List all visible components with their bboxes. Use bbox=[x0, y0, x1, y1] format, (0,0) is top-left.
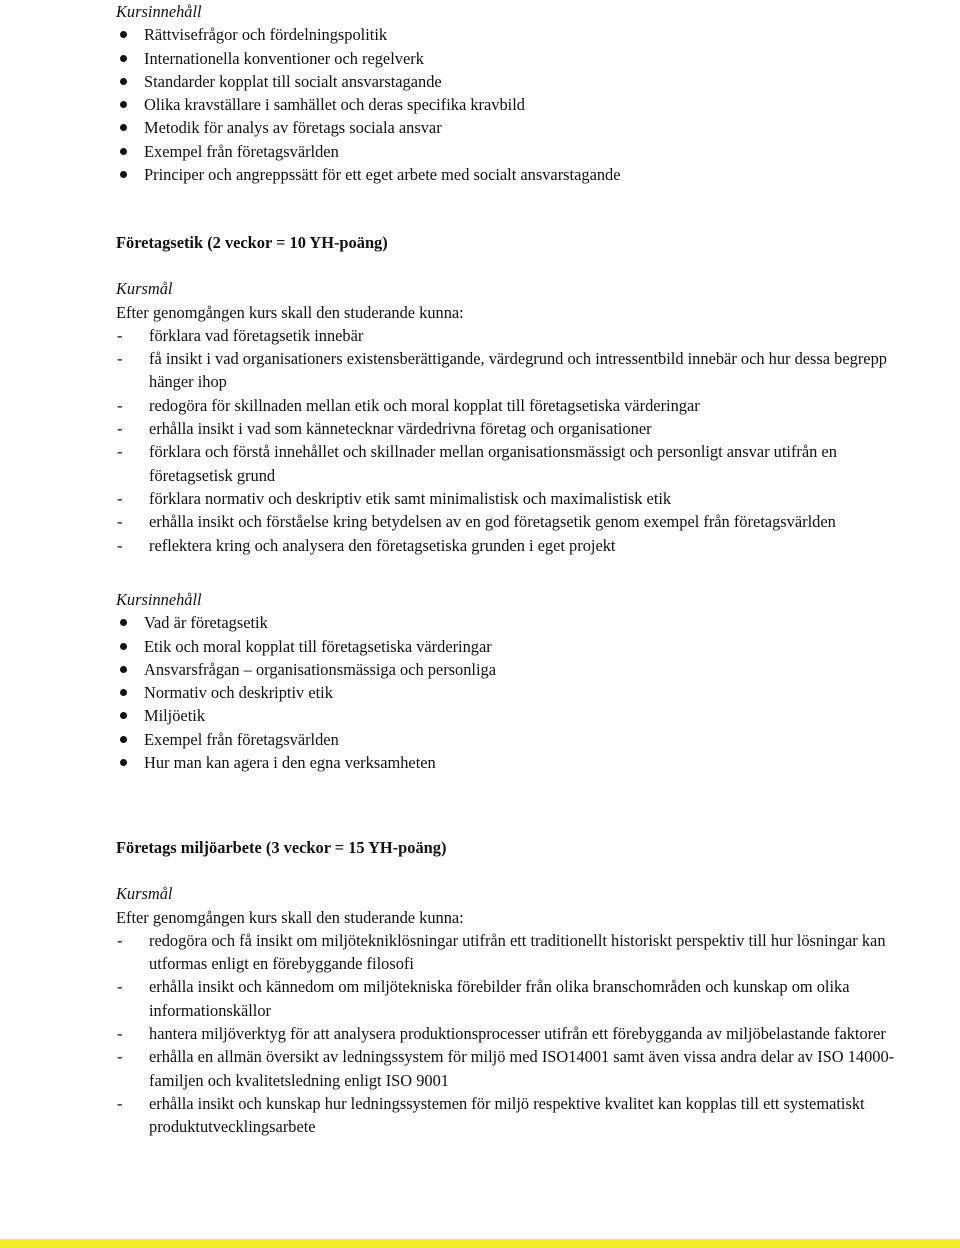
bullet-list bbox=[116, 23, 896, 186]
course-section-miljoarbete bbox=[116, 836, 896, 1139]
list-item: - erhålla insikt i vad som kännetecknar värdedrivna företag och organisationer bbox=[116, 417, 896, 440]
list-item: Olika kravställare i samhället och deras specifika kravbild bbox=[116, 93, 896, 116]
list-item: Metodik för analys av företags sociala ansvar bbox=[116, 116, 896, 139]
list-item: - redogöra för skillnaden mellan etik och moral kopplat till företagsetiska värderingar bbox=[116, 394, 896, 417]
list-item: Vad är företagsetik bbox=[116, 611, 896, 634]
goals-list bbox=[116, 324, 896, 557]
subheading-kursmal: Kursmål bbox=[116, 279, 173, 299]
list-item: Hur man kan agera i den egna verksamheten bbox=[116, 751, 896, 774]
course-title: Företagsetik (2 veckor = 10 YH-poäng) bbox=[116, 233, 388, 252]
course-content-section-2 bbox=[116, 588, 896, 774]
list-item: Exempel från företagsvärlden bbox=[116, 728, 896, 751]
list-item: - erhålla insikt och kunskap hur ledningssystemen för miljö respektive kvalitet kan kopplas till ett systematiskt produktutvecklingsarbete bbox=[116, 1092, 896, 1139]
list-item: - erhålla insikt och kännedom om miljötekniska förebilder från olika branschområden och kunskap om olika informationskällor bbox=[116, 975, 896, 1022]
list-item: - förklara normativ och deskriptiv etik samt minimalistisk och maximalistisk etik bbox=[116, 487, 896, 510]
bullet-list bbox=[116, 611, 896, 774]
list-item: - få insikt i vad organisationers existensberättigande, värdegrund och intressentbild innebär och hur dessa begrepp hänger ihop bbox=[116, 347, 896, 394]
list-item: Standarder kopplat till socialt ansvarstagande bbox=[116, 70, 896, 93]
list-item: Ansvarsfrågan – organisationsmässiga och personliga bbox=[116, 658, 896, 681]
list-item: - redogöra och få insikt om miljötekniklösningar utifrån ett traditionellt historiskt perspektiv till hur lösningar kan utformas enligt en förebyggande filosofi bbox=[116, 929, 896, 976]
course-content-section-1 bbox=[116, 0, 896, 186]
list-item: Principer och angreppssätt för ett eget arbete med socialt ansvarstagande bbox=[116, 163, 896, 186]
course-title: Företags miljöarbete (3 veckor = 15 YH-poäng) bbox=[116, 838, 447, 857]
footer-accent-bar bbox=[0, 1239, 960, 1248]
list-item: - förklara vad företagsetik innebär bbox=[116, 324, 896, 347]
subheading-kursmal: Kursmål bbox=[116, 884, 173, 904]
list-item: Etik och moral kopplat till företagsetiska värderingar bbox=[116, 635, 896, 658]
list-item: Rättvisefrågor och fördelningspolitik bbox=[116, 23, 896, 46]
list-item: Miljöetik bbox=[116, 704, 896, 727]
course-section-foretagsetik bbox=[116, 231, 896, 557]
goals-list bbox=[116, 929, 896, 1139]
list-item: Normativ och deskriptiv etik bbox=[116, 681, 896, 704]
subheading-kursinnehall: Kursinnehåll bbox=[116, 590, 202, 609]
list-item: - förklara och förstå innehållet och skillnader mellan organisationsmässigt och personligt ansvar utifrån en företagsetisk grund bbox=[116, 440, 896, 487]
goals-intro: Efter genomgången kurs skall den studerande kunna: bbox=[116, 907, 464, 927]
goals-intro: Efter genomgången kurs skall den studerande kunna: bbox=[116, 302, 464, 322]
list-item: - erhålla en allmän översikt av ledningssystem för miljö med ISO14001 samt även vissa andra delar av ISO 14000-familjen och kvalitetsledning enligt ISO 9001 bbox=[116, 1045, 896, 1092]
list-item: - erhålla insikt och förståelse kring betydelsen av en god företagsetik genom exempel från företagsvärlden bbox=[116, 510, 896, 533]
list-item: - reflektera kring och analysera den företagsetiska grunden i eget projekt bbox=[116, 534, 896, 557]
list-item: Exempel från företagsvärlden bbox=[116, 140, 896, 163]
list-item: - hantera miljöverktyg för att analysera produktionsprocesser utifrån ett förebygganda av miljöbelastande faktorer bbox=[116, 1022, 896, 1045]
list-item: Internationella konventioner och regelverk bbox=[116, 47, 896, 70]
subheading-kursinnehall: Kursinnehåll bbox=[116, 2, 202, 21]
